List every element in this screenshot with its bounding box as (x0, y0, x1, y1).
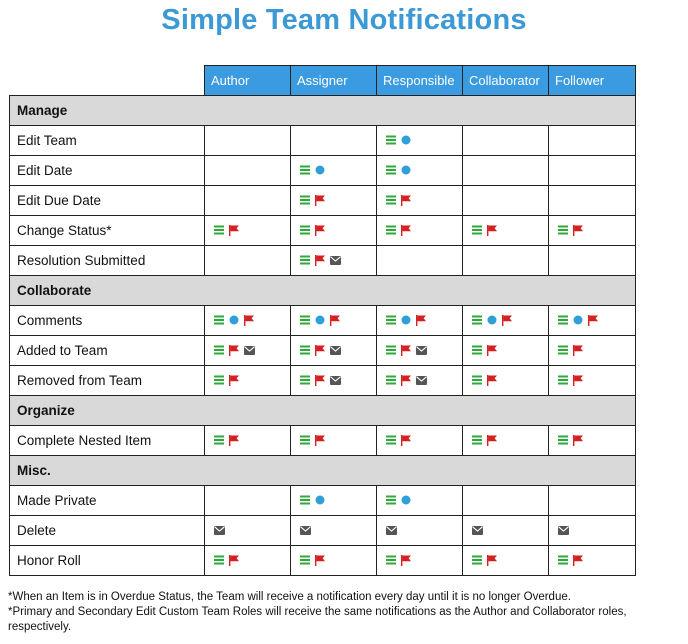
row-label: Honor Roll (10, 546, 205, 576)
flag-icon (401, 225, 411, 236)
flag-icon (573, 555, 583, 566)
flag-icon (401, 195, 411, 206)
table-row (10, 486, 636, 516)
list-icon (558, 435, 568, 445)
section-heading: Manage (10, 96, 636, 126)
cell-follower (549, 306, 636, 336)
dot-icon (315, 165, 325, 175)
flag-icon (573, 435, 583, 446)
flag-icon (229, 225, 239, 236)
flag-icon (229, 555, 239, 566)
cell-follower (549, 216, 636, 246)
dot-icon (401, 165, 411, 175)
list-icon (558, 555, 568, 565)
mail-icon (330, 256, 341, 265)
table-row (10, 246, 636, 276)
table-row (10, 186, 636, 216)
cell-follower (549, 156, 636, 186)
dot-icon (229, 315, 239, 325)
cell-responsible (377, 426, 463, 456)
list-icon (300, 555, 310, 565)
list-icon (214, 435, 224, 445)
table-row (10, 306, 636, 336)
list-icon (386, 165, 396, 175)
cell-follower (549, 246, 636, 276)
table-row (10, 366, 636, 396)
cell-responsible (377, 366, 463, 396)
cell-responsible (377, 546, 463, 576)
flag-icon (401, 345, 411, 356)
section-row (10, 396, 636, 426)
flag-icon (502, 315, 512, 326)
mail-icon (416, 376, 427, 385)
dot-icon (573, 315, 583, 325)
list-icon (300, 165, 310, 175)
mail-icon (330, 346, 341, 355)
list-icon (472, 555, 482, 565)
list-icon (386, 555, 396, 565)
flag-icon (487, 435, 497, 446)
flag-icon (573, 375, 583, 386)
column-header-assigner: Assigner (291, 66, 377, 96)
flag-icon (401, 375, 411, 386)
mail-icon (416, 346, 427, 355)
row-label: Complete Nested Item (10, 426, 205, 456)
list-icon (472, 225, 482, 235)
cell-collaborator (463, 366, 549, 396)
cell-responsible (377, 516, 463, 546)
cell-collaborator (463, 426, 549, 456)
footnote-custom-roles: *Primary and Secondary Edit Custom Team Roles will receive the same notifications as the Author and Collaborator roles, respectively. (8, 606, 627, 633)
table-row (10, 126, 636, 156)
cell-follower (549, 516, 636, 546)
list-icon (558, 375, 568, 385)
cell-responsible (377, 126, 463, 156)
column-header-collaborator: Collaborator (463, 66, 549, 96)
cell-follower (549, 126, 636, 156)
cell-responsible (377, 336, 463, 366)
flag-icon (229, 435, 239, 446)
list-icon (386, 195, 396, 205)
dot-icon (401, 135, 411, 145)
cell-responsible (377, 186, 463, 216)
cell-follower (549, 366, 636, 396)
section-row (10, 456, 636, 486)
list-icon (214, 225, 224, 235)
dot-icon (401, 315, 411, 325)
cell-assigner (291, 306, 377, 336)
notifications-table (9, 65, 636, 576)
flag-icon (315, 195, 325, 206)
flag-icon (573, 345, 583, 356)
page-title: Simple Team Notifications (161, 4, 527, 36)
cell-collaborator (463, 156, 549, 186)
flag-icon (487, 225, 497, 236)
cell-collaborator (463, 306, 549, 336)
table-row (10, 156, 636, 186)
list-icon (300, 255, 310, 265)
mail-icon (244, 346, 255, 355)
row-label: Added to Team (10, 336, 205, 366)
cell-responsible (377, 246, 463, 276)
list-icon (214, 555, 224, 565)
cell-assigner (291, 336, 377, 366)
footnotes (8, 590, 680, 635)
cell-collaborator (463, 186, 549, 216)
cell-assigner (291, 246, 377, 276)
dot-icon (401, 495, 411, 505)
mail-icon (558, 526, 569, 535)
cell-author (205, 246, 291, 276)
flag-icon (573, 225, 583, 236)
table-row (10, 216, 636, 246)
footnote-overdue: *When an Item is in Overdue Status, the Team will receive a notification every day until it is no longer Overdue. (8, 591, 571, 603)
list-icon (558, 315, 568, 325)
cell-assigner (291, 186, 377, 216)
cell-follower (549, 186, 636, 216)
flag-icon (244, 315, 254, 326)
cell-assigner (291, 546, 377, 576)
cell-assigner (291, 156, 377, 186)
section-heading: Collaborate (10, 276, 636, 306)
header-row (10, 66, 636, 96)
row-label: Resolution Submitted (10, 246, 205, 276)
list-icon (558, 225, 568, 235)
flag-icon (416, 315, 426, 326)
list-icon (300, 195, 310, 205)
flag-icon (315, 255, 325, 266)
cell-author (205, 336, 291, 366)
cell-assigner (291, 216, 377, 246)
section-heading: Organize (10, 396, 636, 426)
flag-icon (487, 375, 497, 386)
cell-follower (549, 426, 636, 456)
cell-follower (549, 546, 636, 576)
cell-responsible (377, 216, 463, 246)
list-icon (386, 495, 396, 505)
cell-assigner (291, 486, 377, 516)
cell-responsible (377, 486, 463, 516)
list-icon (558, 345, 568, 355)
list-icon (300, 345, 310, 355)
list-icon (472, 435, 482, 445)
cell-collaborator (463, 216, 549, 246)
list-icon (386, 345, 396, 355)
row-label: Change Status* (10, 216, 205, 246)
header-corner (10, 66, 205, 96)
dot-icon (315, 315, 325, 325)
cell-assigner (291, 426, 377, 456)
table-row (10, 546, 636, 576)
cell-assigner (291, 366, 377, 396)
list-icon (214, 375, 224, 385)
cell-collaborator (463, 486, 549, 516)
cell-follower (549, 486, 636, 516)
mail-icon (214, 526, 225, 535)
mail-icon (472, 526, 483, 535)
row-label: Edit Date (10, 156, 205, 186)
flag-icon (330, 315, 340, 326)
mail-icon (330, 376, 341, 385)
cell-responsible (377, 306, 463, 336)
row-label: Made Private (10, 486, 205, 516)
cell-author (205, 186, 291, 216)
cell-collaborator (463, 336, 549, 366)
cell-author (205, 156, 291, 186)
cell-author (205, 216, 291, 246)
column-header-responsible: Responsible (377, 66, 463, 96)
column-header-follower: Follower (549, 66, 636, 96)
list-icon (300, 495, 310, 505)
cell-assigner (291, 516, 377, 546)
list-icon (472, 315, 482, 325)
table-row (10, 336, 636, 366)
row-label: Delete (10, 516, 205, 546)
list-icon (386, 435, 396, 445)
list-icon (300, 435, 310, 445)
flag-icon (315, 435, 325, 446)
flag-icon (487, 555, 497, 566)
row-label: Edit Team (10, 126, 205, 156)
column-header-author: Author (205, 66, 291, 96)
cell-follower (549, 336, 636, 366)
list-icon (386, 375, 396, 385)
cell-collaborator (463, 516, 549, 546)
cell-author (205, 126, 291, 156)
flag-icon (229, 345, 239, 356)
list-icon (300, 375, 310, 385)
list-icon (214, 345, 224, 355)
flag-icon (487, 345, 497, 356)
cell-collaborator (463, 546, 549, 576)
list-icon (386, 225, 396, 235)
flag-icon (401, 555, 411, 566)
list-icon (214, 315, 224, 325)
flag-icon (229, 375, 239, 386)
cell-author (205, 546, 291, 576)
flag-icon (315, 345, 325, 356)
cell-responsible (377, 156, 463, 186)
flag-icon (315, 555, 325, 566)
list-icon (472, 375, 482, 385)
section-row (10, 276, 636, 306)
cell-author (205, 486, 291, 516)
list-icon (386, 135, 396, 145)
cell-author (205, 516, 291, 546)
list-icon (300, 225, 310, 235)
flag-icon (588, 315, 598, 326)
list-icon (472, 345, 482, 355)
dot-icon (487, 315, 497, 325)
dot-icon (315, 495, 325, 505)
mail-icon (300, 526, 311, 535)
section-row (10, 96, 636, 126)
table-row (10, 426, 636, 456)
cell-author (205, 426, 291, 456)
table-row (10, 516, 636, 546)
list-icon (386, 315, 396, 325)
list-icon (300, 315, 310, 325)
row-label: Edit Due Date (10, 186, 205, 216)
mail-icon (386, 526, 397, 535)
flag-icon (315, 225, 325, 236)
flag-icon (401, 435, 411, 446)
cell-collaborator (463, 246, 549, 276)
cell-collaborator (463, 126, 549, 156)
cell-author (205, 366, 291, 396)
cell-assigner (291, 126, 377, 156)
row-label: Comments (10, 306, 205, 336)
row-label: Removed from Team (10, 366, 205, 396)
section-heading: Misc. (10, 456, 636, 486)
flag-icon (315, 375, 325, 386)
cell-author (205, 306, 291, 336)
